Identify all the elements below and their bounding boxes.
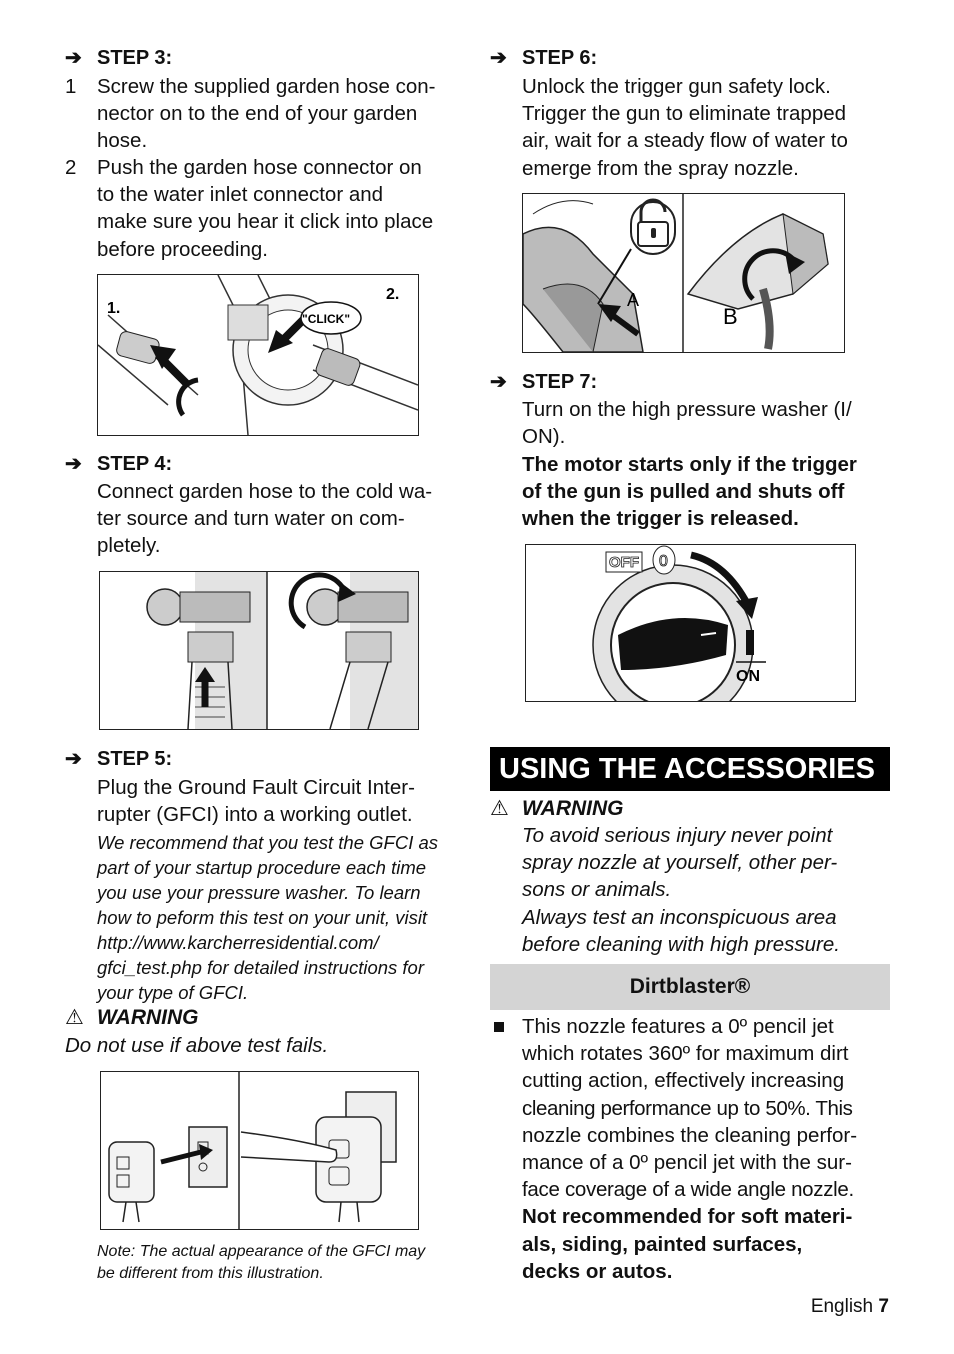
fig-label-two: 2. xyxy=(386,286,400,303)
step6-text: Unlock the trigger gun safety lock. Trigger the gun to eliminate trapped air, wait for a steady flow of water to emerge from the spray nozzle. xyxy=(522,75,848,180)
faucet-illustration xyxy=(99,571,419,730)
switch-off-label: OFF xyxy=(609,554,639,571)
page-footer xyxy=(811,1296,889,1318)
step4-text: Connect garden hose to the cold wa- ter source and turn water on com- pletely. xyxy=(97,480,433,558)
step5-warning-text: Do not use if above test fails. xyxy=(65,1034,329,1057)
switch-on-label: ON xyxy=(736,668,760,685)
arrow-right-icon: ➔ xyxy=(490,371,507,393)
step7-bold-text: The motor starts only if the trigger of the gun is pulled and shuts off when the trigger is released. xyxy=(522,453,857,531)
step4-heading: ➔ STEP 4: xyxy=(65,451,172,478)
step3-item-2: 2 Push the garden hose connector on to the water inlet connector and make sure you hear it click into place before proceeding. xyxy=(65,156,434,261)
step7-text: Turn on the high pressure washer (I/ ON). xyxy=(522,398,852,449)
switch-zero-label: 0 xyxy=(659,553,668,570)
section-title-using-accessories: USING THE ACCESSORIES xyxy=(490,747,890,791)
fig-label-a: A xyxy=(627,290,640,310)
step5-text: Plug the Ground Fault Circuit Inter- rupter (GFCI) into a working outlet. xyxy=(97,776,415,827)
hose-connector-illustration xyxy=(97,274,419,436)
warning-icon: ⚠ xyxy=(490,797,509,820)
accessories-warning-heading: ⚠ WARNING xyxy=(490,797,624,820)
step5-heading: ➔ STEP 5: xyxy=(65,746,172,773)
step3-heading: ➔ STEP 3: xyxy=(65,45,172,72)
arrow-right-icon: ➔ xyxy=(65,47,82,69)
fig-label-one: 1. xyxy=(107,300,121,317)
gfci-illustration xyxy=(100,1071,419,1230)
arrow-right-icon: ➔ xyxy=(65,748,82,770)
arrow-right-icon: ➔ xyxy=(65,453,82,475)
warning-icon: ⚠ xyxy=(65,1006,84,1029)
footer-language: English xyxy=(810,1296,874,1317)
gfci-recommendation: We recommend that you test the GFCI as part of your startup procedure each time you use your pressure washer. To learn how to peform this test on your unit, visit http://www.karcherresidential.com/ gfci_test.php for detailed instructions for your type of GFCI. xyxy=(97,832,439,1003)
arrow-right-icon: ➔ xyxy=(490,47,507,69)
subsection-title-dirtblaster: Dirtblaster® xyxy=(490,964,890,1010)
step7-heading: ➔ STEP 7: xyxy=(490,369,597,396)
gfci-note: Note: The actual appearance of the GFCI may be different from this illustration. xyxy=(97,1243,426,1282)
fig-label-click: "CLICK" xyxy=(302,312,351,326)
step6-heading: ➔ STEP 6: xyxy=(490,45,597,72)
step5-warning-heading: ⚠ WARNING xyxy=(65,1006,199,1029)
on-off-switch-illustration xyxy=(525,544,856,702)
step3-item-1: 1 Screw the supplied garden hose con- nector on to the end of your garden hose. xyxy=(65,75,436,153)
bullet-square-icon xyxy=(494,1022,504,1032)
fig-label-b: B xyxy=(723,304,738,329)
page-number: 7 xyxy=(878,1296,889,1317)
trigger-gun-illustration xyxy=(522,193,845,353)
accessories-warning-text: To avoid serious injury never point spray nozzle at yourself, other per- sons or animals. Always test an inconspicuous area before cleaning with high pressure. xyxy=(522,824,840,956)
